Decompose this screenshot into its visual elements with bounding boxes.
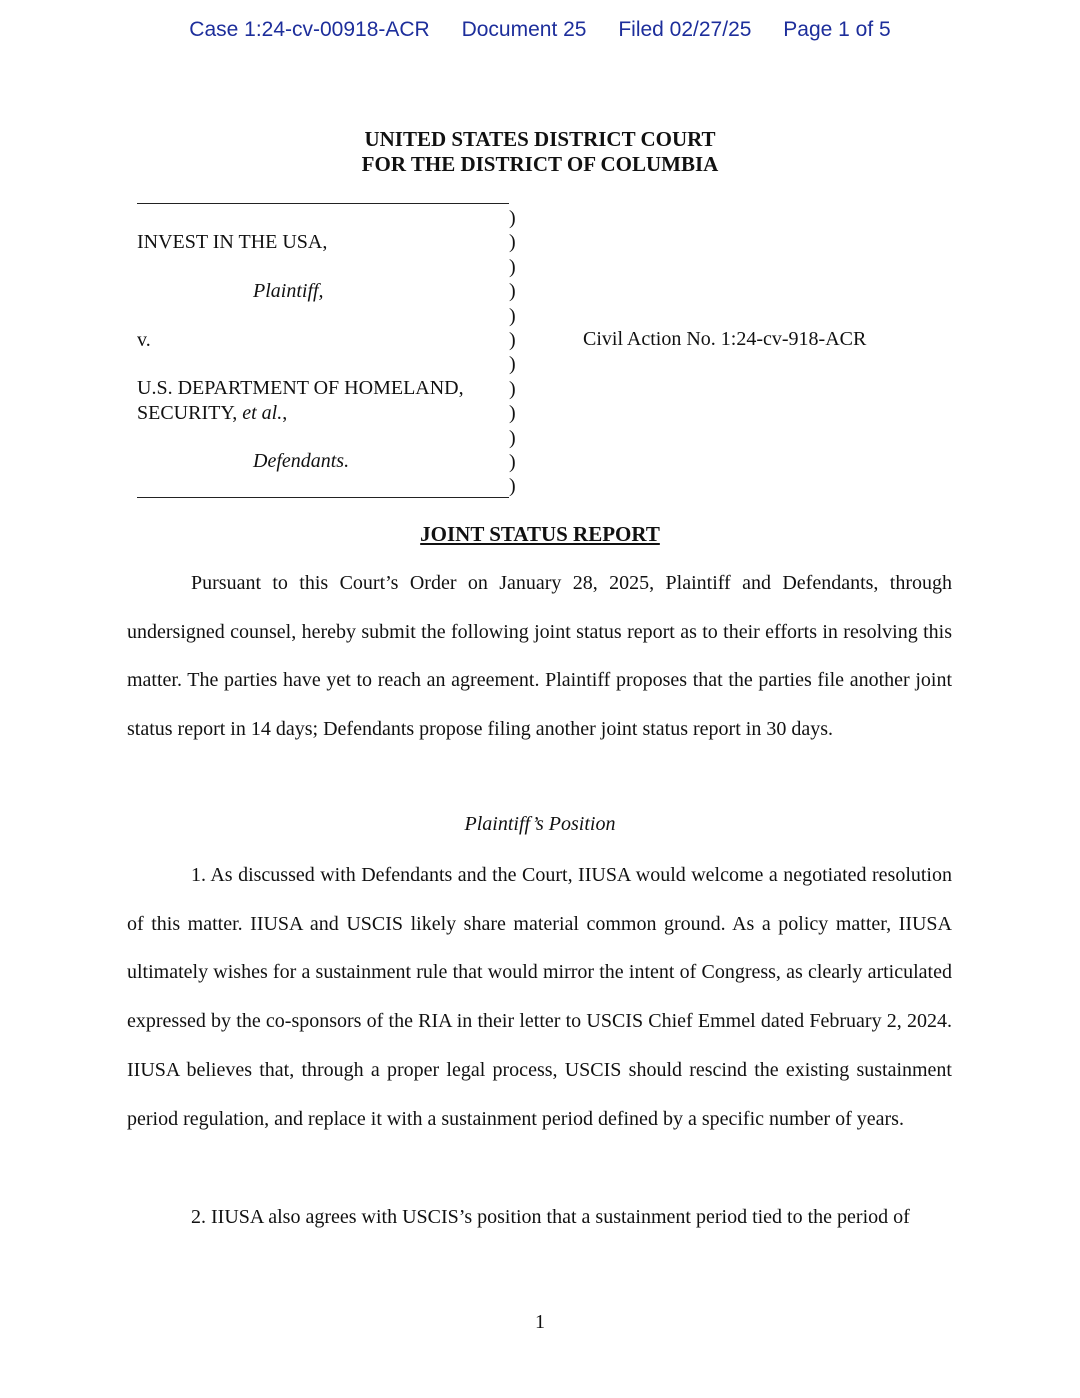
civil-action-number: Civil Action No. 1:24-cv-918-ACR xyxy=(583,328,867,350)
page-number: 1 xyxy=(535,1311,545,1333)
paragraph-2: 2. IIUSA also agrees with USCIS’s position that a sustainment period tied to the period of xyxy=(191,1206,910,1228)
defendant-name-line1: U.S. DEPARTMENT OF HOMELAND, xyxy=(137,377,464,399)
ecf-header xyxy=(0,18,1080,42)
intro-paragraph: Pursuant to this Court’s Order on January 28, 2025, Plaintiff and Defendants, through undersigned counsel, hereby submit the following joint status report as to their efforts in resolving this matter. The parties have yet to reach an agreement. Plaintiff proposes that the parties file another joint status report in 14 days; Defendants propose filing another joint status report in 30 days. xyxy=(127,572,952,741)
section-heading: Plaintiff’s Position xyxy=(464,813,616,835)
court-district: FOR THE DISTRICT OF COLUMBIA xyxy=(361,152,719,176)
document-number: Document 25 xyxy=(461,18,587,41)
caption-paren-column: ) ) ) ) ) ) ) ) ) ) ) ) xyxy=(509,207,516,498)
defendant-name-line2: SECURITY, et al., xyxy=(137,402,288,424)
court-name: UNITED STATES DISTRICT COURT xyxy=(364,127,716,151)
defendant-role: Defendants. xyxy=(253,450,350,472)
filed-date: Filed 02/27/25 xyxy=(618,18,752,41)
plaintiff-name: INVEST IN THE USA, xyxy=(137,231,328,253)
case-caption xyxy=(137,203,509,498)
versus: v. xyxy=(137,329,151,351)
paragraph-1: 1. As discussed with Defendants and the Court, IIUSA would welcome a negotiated resolution of this matter. IIUSA and USCIS likely share material common ground. As a policy matter, IIUSA ultimately wishes for a sustainment rule that would mirror the intent of Congress, as clearly articulated expressed by the co-sponsors of the RIA in their letter to USCIS Chief Emmel dated February 2, 2024. IIUSA believes that, through a proper legal process, USCIS should rescind the existing sustainment period regulation, and replace it with a sustainment period defined by a specific number of years. xyxy=(127,864,952,1130)
court-heading xyxy=(0,127,1080,177)
document-title: JOINT STATUS REPORT xyxy=(420,522,660,546)
page-indicator: Page 1 of 5 xyxy=(783,18,891,41)
plaintiff-role: Plaintiff, xyxy=(253,280,324,302)
case-number: Case 1:24-cv-00918-ACR xyxy=(189,18,430,41)
